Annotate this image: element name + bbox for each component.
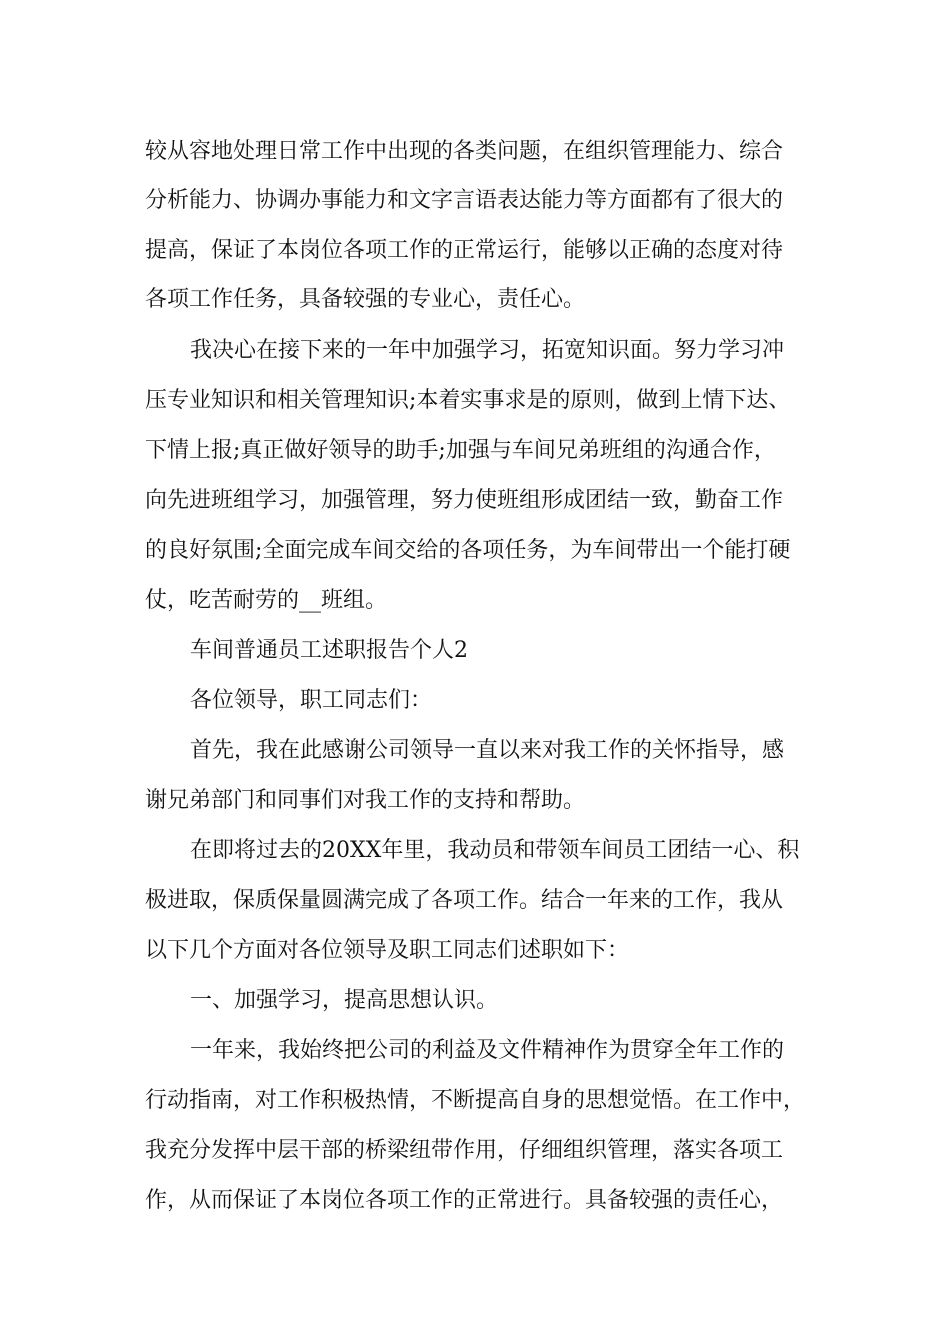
text-line: 分析能力、协调办事能力和文字言语表达能力等方面都有了很大的 <box>145 188 784 213</box>
section-title: 车间普通员工述职报告个人2 <box>190 638 468 663</box>
text-line: 向先进班组学习，加强管理，努力使班组形成团结一致，勤奋工作 <box>145 488 784 513</box>
text-line: 在即将过去的20XX年里，我动员和带领车间员工团结一心、积 <box>190 838 800 863</box>
text-line: 仗，吃苦耐劳的__班组。 <box>145 588 388 613</box>
text-line: 下情上报;真正做好领导的助手;加强与车间兄弟班组的沟通合作， <box>145 438 776 463</box>
text-line: 作，从而保证了本岗位各项工作的正常进行。具备较强的责任心， <box>145 1188 784 1213</box>
text-line: 我决心在接下来的一年中加强学习，拓宽知识面。努力学习冲 <box>190 338 785 363</box>
text-line: 一年来，我始终把公司的利益及文件精神作为贯穿全年工作的 <box>190 1038 785 1063</box>
text-line: 压专业知识和相关管理知识;本着实事求是的原则，做到上情下达、 <box>145 388 791 413</box>
text-line: 较从容地处理日常工作中出现的各类问题，在组织管理能力、综合 <box>145 139 784 164</box>
text-line: 提高，保证了本岗位各项工作的正常运行，能够以正确的态度对待 <box>145 238 784 263</box>
text-line: 谢兄弟部门和同事们对我工作的支持和帮助。 <box>145 788 586 813</box>
text-line: 的良好氛围;全面完成车间交给的各项任务，为车间带出一个能打硬 <box>145 538 791 563</box>
salutation: 各位领导，职工同志们： <box>190 688 433 713</box>
text-line: 以下几个方面对各位领导及职工同志们述职如下： <box>145 938 630 963</box>
text-line: 我充分发挥中层干部的桥梁纽带作用，仔细组织管理，落实各项工 <box>145 1138 784 1163</box>
text-line: 极进取，保质保量圆满完成了各项工作。结合一年来的工作，我从 <box>145 888 784 913</box>
text-line: 行动指南，对工作积极热情，不断提高自身的思想觉悟。在工作中， <box>145 1088 806 1113</box>
text-line: 首先，我在此感谢公司领导一直以来对我工作的关怀指导，感 <box>190 738 785 763</box>
text-line: 各项工作任务，具备较强的专业心，责任心。 <box>145 287 586 312</box>
subsection-heading: 一、加强学习，提高思想认识。 <box>190 988 499 1013</box>
